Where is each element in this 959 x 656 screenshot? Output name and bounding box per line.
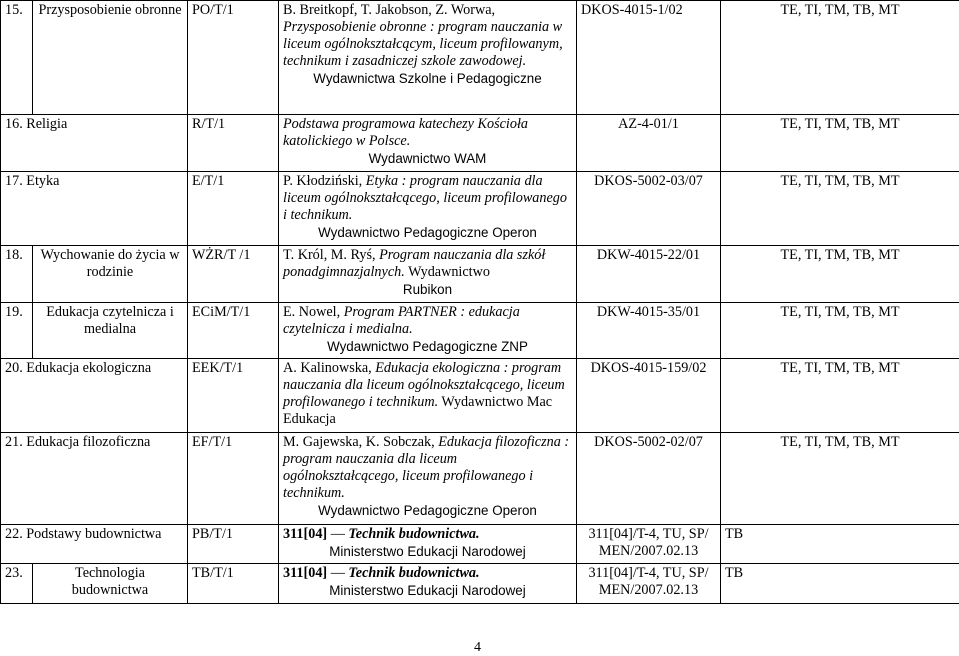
school-types: TE, TI, TM, TB, MT xyxy=(721,303,959,359)
approval-number: DKW-4015-22/01 xyxy=(577,246,721,303)
program-code: PB/T/1 xyxy=(188,525,279,564)
subject-name: 16. Religia xyxy=(1,115,188,172)
table-row xyxy=(1,564,959,604)
row-number: 18. xyxy=(1,246,33,303)
program-code: EEK/T/1 xyxy=(188,359,279,433)
approval-number: 311[04]/T-4, TU, SP/ MEN/2007.02.13 xyxy=(577,564,721,604)
subject-name: 17. Etyka xyxy=(1,172,188,246)
program-description: A. Kalinowska, Edukacja ekologiczna : program nauczania dla liceum ogólnokształcącego, liceum profilowanego i technikum. Wydawnictwo Mac Edukacja xyxy=(279,359,577,433)
school-types: TE, TI, TM, TB, MT xyxy=(721,433,959,525)
program-description: 311[04] — Technik budownictwa. Ministerstwo Edukacji Narodowej xyxy=(279,525,577,564)
subject-name: Wychowanie do życia w rodzinie xyxy=(33,246,188,303)
subject-name: 20. Edukacja ekologiczna xyxy=(1,359,188,433)
subject-name: Przysposobienie obronne xyxy=(33,1,188,115)
program-description: T. Król, M. Ryś, Program nauczania dla szkół ponadgimnazjalnych. Wydawnictwo Rubikon xyxy=(279,246,577,303)
school-types: TE, TI, TM, TB, MT xyxy=(721,246,959,303)
program-code: ECiM/T/1 xyxy=(188,303,279,359)
school-types: TE, TI, TM, TB, MT xyxy=(721,115,959,172)
approval-number: DKOS-4015-159/02 xyxy=(577,359,721,433)
approval-number: AZ-4-01/1 xyxy=(577,115,721,172)
row-number: 15. xyxy=(1,1,33,115)
program-description: E. Nowel, Program PARTNER : edukacja czytelnicza i medialna. Wydawnictwo Pedagogiczne ZNP xyxy=(279,303,577,359)
subject-name: 22. Podstawy budownictwa xyxy=(1,525,188,564)
table-row xyxy=(1,525,959,564)
table-row xyxy=(1,172,959,246)
approval-number: DKOS-5002-02/07 xyxy=(577,433,721,525)
table-row xyxy=(1,433,959,525)
program-code: TB/T/1 xyxy=(188,564,279,604)
program-code: WŻR/T /1 xyxy=(188,246,279,303)
table-row xyxy=(1,359,959,433)
school-types: TB xyxy=(721,564,959,604)
program-description: Podstawa programowa katechezy Kościoła katolickiego w Polsce. Wydawnictwo WAM xyxy=(279,115,577,172)
page-number: 4 xyxy=(474,640,481,656)
program-code: PO/T/1 xyxy=(188,1,279,115)
school-types: TB xyxy=(721,525,959,564)
school-types: TE, TI, TM, TB, MT xyxy=(721,359,959,433)
row-number: 19. xyxy=(1,303,33,359)
approval-number: 311[04]/T-4, TU, SP/ MEN/2007.02.13 xyxy=(577,525,721,564)
program-code: EF/T/1 xyxy=(188,433,279,525)
school-types: TE, TI, TM, TB, MT xyxy=(721,172,959,246)
subject-name: Edukacja czytelnicza i medialna xyxy=(33,303,188,359)
approval-number: DKOS-5002-03/07 xyxy=(577,172,721,246)
program-code: R/T/1 xyxy=(188,115,279,172)
approval-number: DKW-4015-35/01 xyxy=(577,303,721,359)
table-row xyxy=(1,1,959,115)
row-number: 23. xyxy=(1,564,33,604)
program-description: M. Gajewska, K. Sobczak, Edukacja filozoficzna : program nauczania dla liceum ogólnokształcącego, liceum profilowanego i technikum. Wydawnictwo Pedagogiczne Operon xyxy=(279,433,577,525)
approval-number: DKOS-4015-1/02 xyxy=(577,1,721,115)
subject-name: 21. Edukacja filozoficzna xyxy=(1,433,188,525)
table-row xyxy=(1,246,959,303)
program-code: E/T/1 xyxy=(188,172,279,246)
school-types: TE, TI, TM, TB, MT xyxy=(721,1,959,115)
program-description: 311[04] — Technik budownictwa. Ministerstwo Edukacji Narodowej xyxy=(279,564,577,604)
table-row xyxy=(1,115,959,172)
program-description: P. Kłodziński, Etyka : program nauczania dla liceum ogólnokształcącego, liceum profilowanego i technikum. Wydawnictwo Pedagogiczne Operon xyxy=(279,172,577,246)
program-description: B. Breitkopf, T. Jakobson, Z. Worwa, Przysposobienie obronne : program nauczania w liceum ogólnokształcącym, liceum profilowanym, technikum i zasadniczej szkole zawodowej. Wydawnictwa Szkolne i Pedagogiczne xyxy=(279,1,577,115)
subject-name: Technologia budownictwa xyxy=(33,564,188,604)
table-row xyxy=(1,303,959,359)
